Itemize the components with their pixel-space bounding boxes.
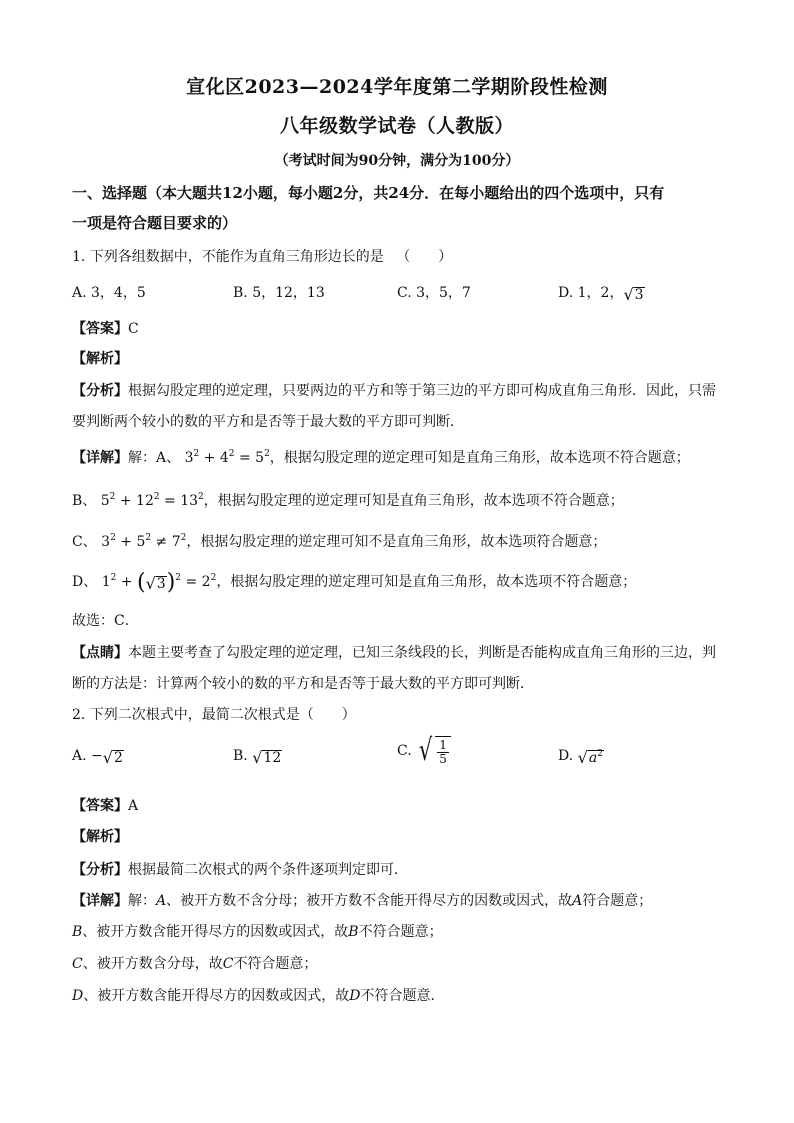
q2-detail-b (72, 921, 443, 941)
q2-detail-b-end: 不符合题意； (358, 924, 443, 940)
sqrt-symbol: √ 12 (252, 748, 282, 767)
sqrt-symbol: √ 3 (623, 285, 644, 304)
q2-option-a-radicand: 2 (113, 749, 123, 766)
q1-detail-b-formula: $5^2 + 12^2 = 13^2$ (100, 492, 204, 509)
q2-detail-a (72, 890, 652, 910)
q2-detail-d-var: D (72, 988, 84, 1004)
q2-detail-b-var: B (72, 924, 83, 940)
q1-answer-bracket: （ ） (396, 249, 453, 265)
q1-detail-c-prefix: C、 (72, 534, 97, 550)
q2-option-b (233, 748, 282, 766)
q1-detail-d-prefix: D、 (72, 574, 98, 590)
q1-detail-a (72, 447, 690, 467)
q1-detail-a-text: ，根据勾股定理的逆定理可知是直角三角形，故本选项不符合题意； (269, 450, 690, 466)
fenxi-label: 【分析】 (72, 862, 128, 878)
q2-detail-a-var: A (156, 893, 167, 909)
section-heading-cont: 一项是符合题目要求的） (72, 214, 238, 232)
section-heading: 一、选择题（本大题共12小题，每小题2分，共24分．在每小题给出的四个选项中，只有 (72, 184, 665, 202)
dianjing-label: 【点睛】 (72, 645, 128, 661)
answer-label: 【答案】 (72, 798, 128, 814)
q1-fenxi-text1: 根据勾股定理的逆定理，只要两边的平方和等于第三边的平方即可构成直角三角形．因此，只需 (128, 383, 716, 399)
q2-detail-d (72, 985, 444, 1005)
sqrt-symbol: √ $a^2$ (577, 748, 603, 767)
q2-option-d-exp: 2 (597, 748, 603, 759)
q2-detail-a-prefix: 解： (128, 893, 156, 909)
q2-detail-a-var-ref: A (572, 893, 583, 909)
q2-detail-a-text: 、被开方数不含分母；被开方数不含能开得尽方的因数或因式，故 (166, 893, 573, 909)
q2-stem: 2. 下列二次根式中，最简二次根式是（ ） (72, 707, 356, 723)
q1-detail-d-formula: $1^2$ + ( √ 3 )$^2 = 2^2$ (101, 570, 217, 595)
q2-option-b-label: B. (233, 748, 248, 764)
q1-option-d-radicand: 3 (634, 286, 644, 303)
q2-option-a-label: A. (72, 748, 87, 764)
q2-answer (72, 795, 138, 815)
q2-option-d (558, 748, 604, 766)
q2-detail-d-text: 、被开方数含能开得尽方的因数或因式，故 (83, 988, 350, 1004)
q2-option-c-denominator: 5 (439, 752, 447, 767)
q1-detail-a-formula: $3^2 + 4^2 = 5^2$ (184, 449, 270, 466)
q2-detail-c (72, 953, 317, 973)
q1-option-b: B. 5，12，13 (233, 285, 325, 301)
q2-option-d-base: a (588, 749, 598, 766)
q2-detail-b-var-ref: B (348, 924, 359, 940)
q2-detail-d-var-ref: D (349, 988, 361, 1004)
q1-analysis-label: 【解析】 (72, 351, 128, 367)
q1-detail-c (72, 531, 606, 551)
q2-fenxi-text: 根据最简二次根式的两个条件逐项判定即可． (128, 862, 408, 878)
q1-detail-b (72, 490, 624, 510)
fenxi-label: 【分析】 (72, 383, 128, 399)
q1-stem (72, 246, 452, 266)
q1-detail-d (72, 570, 636, 595)
q1-choose: 故选：C． (72, 613, 139, 629)
q1-detail-b-text: ，根据勾股定理的逆定理可知是直角三角形，故本选项不符合题意； (203, 493, 624, 509)
q1-detail-b-prefix: B、 (72, 493, 97, 509)
q2-detail-c-end: 不符合题意； (233, 956, 318, 972)
q1-dianjing-line1 (72, 642, 716, 662)
exam-info: （考试时间为90分钟，满分为100分） (274, 153, 520, 169)
q1-option-c: C. 3，5，7 (397, 285, 471, 301)
q1-detail-d-text: ，根据勾股定理的逆定理可知是直角三角形，故本选项不符合题意； (216, 574, 637, 590)
q2-option-a-sign: − (91, 748, 103, 764)
q1-detail-c-formula: $3^2 + 5^2 \ne 7^2$ (101, 533, 187, 550)
answer-label: 【答案】 (72, 321, 128, 337)
q2-detail-c-text: 、被开方数含分母，故 (82, 956, 223, 972)
q2-fenxi (72, 859, 408, 879)
sqrt-symbol: √ 2 (102, 748, 123, 767)
q1-dianjing-line2: 断的方法是：计算两个较小的数的平方和是否等于最大数的平方即可判断． (72, 676, 534, 692)
q1-option-a: A. 3，4，5 (72, 285, 146, 301)
q1-fenxi-line2: 要判断两个较小的数的平方和是否等于最大数的平方即可判断． (72, 414, 464, 430)
q2-detail-c-var-ref: C (222, 956, 234, 972)
q2-option-d-label: D. (558, 748, 574, 764)
q1-answer-value: C (128, 321, 139, 337)
detail-label: 【详解】 (72, 893, 128, 909)
q2-detail-a-end: 符合题意； (582, 893, 653, 909)
q1-detail-a-prefix: 解：A、 (128, 450, 181, 466)
q2-option-c (397, 733, 451, 769)
q2-detail-d-end: 不符合题意． (360, 988, 445, 1004)
q1-option-d-prefix: D. 1，2， (558, 285, 624, 301)
q2-option-a (72, 748, 124, 766)
q1-answer (72, 318, 139, 338)
sqrt-symbol: √ $\frac{1}{5}$ (416, 736, 451, 766)
q2-detail-b-text: 、被开方数含能开得尽方的因数或因式，故 (82, 924, 349, 940)
q2-detail-c-var: C (72, 956, 83, 972)
detail-label: 【详解】 (72, 450, 128, 466)
exam-title: 宣化区2023—2024学年度第二学期阶段性检测 (186, 76, 608, 98)
q2-option-c-label: C. (397, 743, 412, 760)
exam-subtitle: 八年级数学试卷（人教版） (279, 115, 514, 137)
q1-dianjing-text1: 本题主要考查了勾股定理的逆定理，已知三条线段的长，判断是否能构成直角三角形的三边，判 (128, 645, 716, 661)
q2-option-b-radicand: 12 (263, 749, 282, 766)
q1-option-d (558, 282, 645, 303)
q2-option-c-numerator: 1 (439, 738, 447, 752)
q1-fenxi-line1 (72, 380, 716, 400)
q1-stem-text: 1. 下列各组数据中，不能作为直角三角形边长的是 (72, 249, 384, 265)
q2-analysis-label: 【解析】 (72, 829, 128, 845)
q2-answer-value: A (128, 798, 139, 814)
q1-detail-c-text: ，根据勾股定理的逆定理可知不是直角三角形，故本选项符合题意； (186, 534, 607, 550)
